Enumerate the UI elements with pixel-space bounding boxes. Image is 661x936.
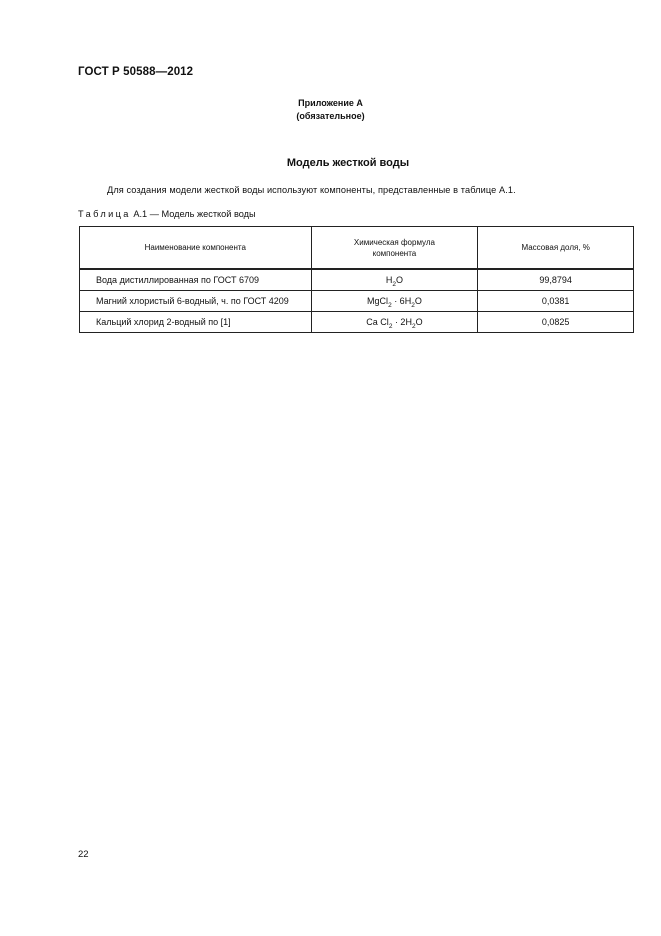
column-header-formula-text: Химическая формула компонента: [353, 237, 435, 258]
component-formula: [311, 291, 478, 312]
table-row: [80, 291, 634, 312]
formula-part: · 6H: [391, 296, 412, 306]
mass-fraction: 99,8794: [478, 269, 634, 291]
table-caption-prefix: Таблица: [78, 209, 131, 219]
component-name: Кальций хлорид 2-водный по [1]: [80, 312, 312, 333]
column-header-formula: [311, 227, 478, 270]
column-header-fraction: Массовая доля, %: [478, 227, 634, 270]
formula-part: H: [385, 275, 393, 285]
formula-part: O: [414, 296, 422, 306]
component-name: Магний хлористый 6-водный, ч. по ГОСТ 4209: [80, 291, 312, 312]
formula-part: O: [415, 317, 423, 327]
document-code: ГОСТ Р 50588—2012: [78, 66, 194, 78]
annex-heading: [0, 97, 661, 123]
column-header-name: Наименование компонента: [80, 227, 312, 270]
formula-subscript: 2: [388, 302, 392, 309]
formula-part: MgCl: [367, 296, 389, 306]
water-model-table: [79, 226, 634, 333]
formula-subscript: 2: [392, 281, 396, 288]
formula-part: · 2H: [392, 317, 412, 327]
mass-fraction: 0,0825: [478, 312, 634, 333]
intro-paragraph: Для создания модели жесткой воды используют компоненты, представленные в таблице А.1.: [107, 185, 516, 195]
table-caption: [78, 209, 256, 219]
formula-subscript: 2: [388, 323, 393, 330]
annex-status: (обязательное): [296, 111, 365, 121]
table-caption-text: А.1 — Модель жесткой воды: [130, 209, 256, 219]
formula-part: Ca Cl: [366, 317, 389, 327]
formula-subscript: 2: [411, 323, 416, 330]
component-name: Вода дистиллированная по ГОСТ 6709: [80, 269, 312, 291]
table-row: [80, 312, 634, 333]
table-row: [80, 269, 634, 291]
formula-subscript: 2: [411, 302, 415, 309]
component-formula: [311, 269, 478, 291]
annex-label: Приложение А: [298, 98, 363, 108]
mass-fraction: 0,0381: [478, 291, 634, 312]
formula-part: O: [396, 275, 404, 285]
component-formula: [311, 312, 478, 333]
page-number: 22: [78, 849, 89, 860]
annex-title: Модель жесткой воды: [286, 157, 410, 169]
table-header-row: [80, 227, 634, 270]
